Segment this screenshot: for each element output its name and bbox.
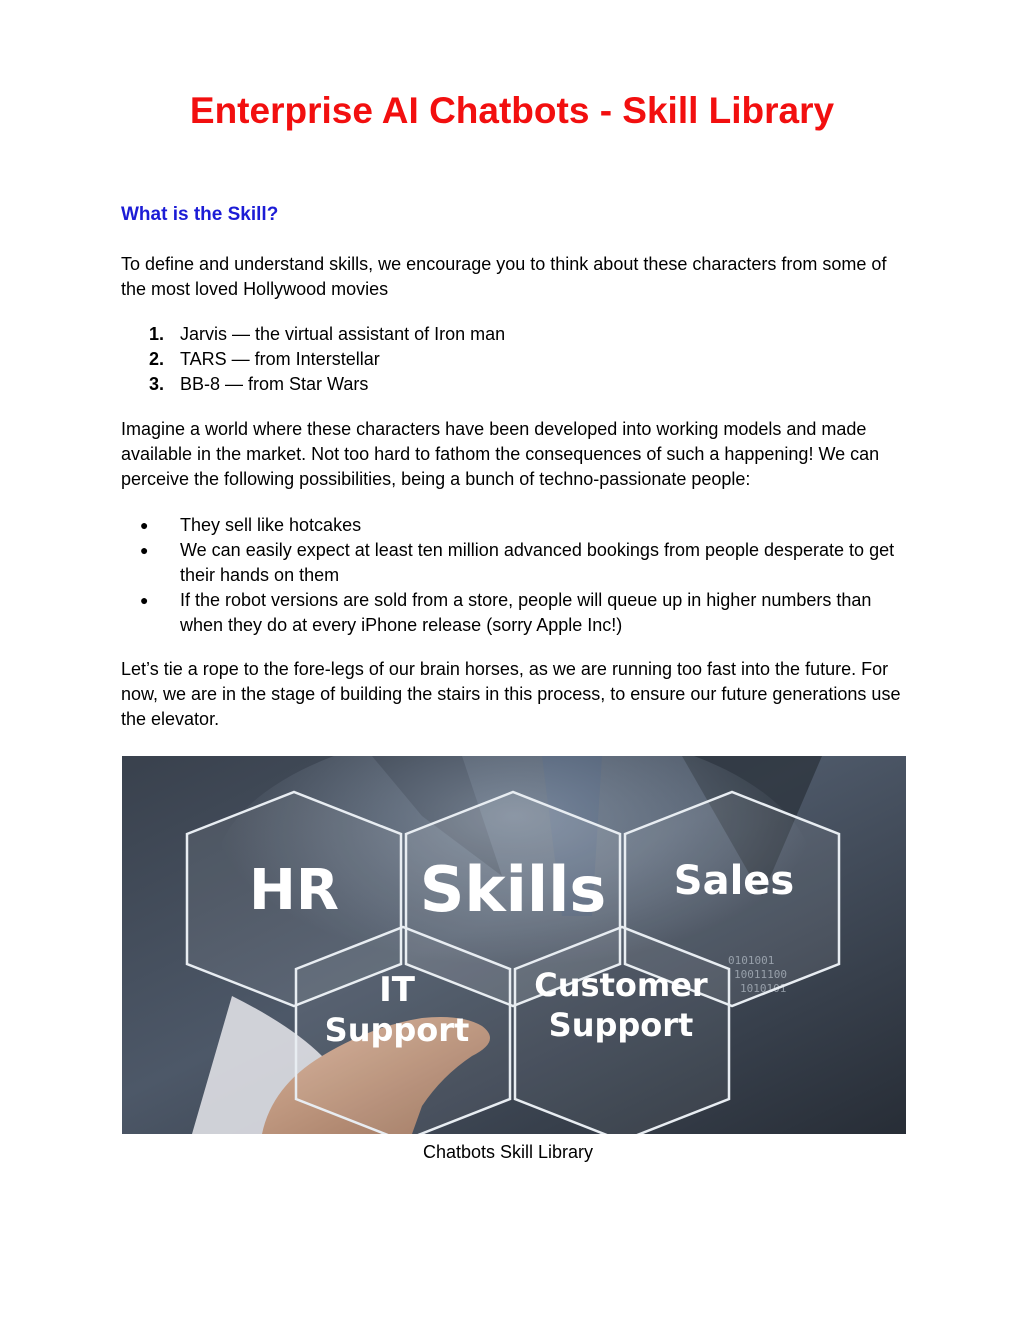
binary-text: 10011100 xyxy=(734,968,787,981)
it-label: IT xyxy=(379,970,415,1010)
customer-label: Customer xyxy=(534,966,708,1004)
list-item-text: TARS — from Interstellar xyxy=(180,349,380,369)
figure-caption: Chatbots Skill Library xyxy=(422,1142,594,1162)
list-item xyxy=(121,588,911,638)
intro-paragraph: To define and understand skills, we encourage you to think about these characters from some of the most loved Hollywood movies xyxy=(121,254,887,299)
sales-label: Sales xyxy=(673,858,795,904)
bullet-icon: ● xyxy=(140,542,149,558)
list-item xyxy=(121,322,911,347)
page-title: Enterprise AI Chatbots - Skill Library xyxy=(189,90,835,131)
list-number: 2. xyxy=(149,349,165,369)
list-item-text: We can easily expect at least ten million advanced bookings from people desperate to get their hands on them xyxy=(180,540,895,585)
numbered-list xyxy=(121,322,911,397)
it-support-label: Support xyxy=(324,1011,470,1049)
list-number: 1. xyxy=(149,324,165,344)
figure-illustration xyxy=(122,756,906,1134)
skill-library-figure xyxy=(122,756,906,1134)
section-heading: What is the Skill? xyxy=(121,204,279,225)
list-item-text: If the robot versions are sold from a store, people will queue up in higher numbers than when they do at every iPhone release (sorry Apple Inc!) xyxy=(180,590,872,635)
list-number: 3. xyxy=(149,374,165,394)
closing-paragraph: Let’s tie a rope to the fore-legs of our brain horses, as we are running too fast into the future. For now, we are in the stage of building the stairs in this process, to ensure our future generations use the elevator. xyxy=(121,659,901,729)
list-item xyxy=(121,347,911,372)
list-item-text: They sell like hotcakes xyxy=(180,515,362,535)
list-item xyxy=(121,538,911,588)
bullet-icon: ● xyxy=(140,592,149,608)
bullet-list xyxy=(121,513,911,638)
customer-support-label: Support xyxy=(548,1006,694,1044)
binary-text: 0101001 xyxy=(728,954,775,967)
list-item xyxy=(121,372,911,397)
list-item xyxy=(121,513,911,538)
binary-text: 1010101 xyxy=(740,982,787,995)
list-item-text: BB-8 — from Star Wars xyxy=(180,374,369,394)
list-item-text: Jarvis — the virtual assistant of Iron man xyxy=(180,324,506,344)
hr-label: HR xyxy=(249,858,339,923)
bullet-icon: ● xyxy=(140,517,149,533)
possibilities-paragraph: Imagine a world where these characters have been developed into working models and made available in the market. Not too hard to fathom the consequences of such a happening! We can perceive the following possibilities, being a bunch of techno-passionate people: xyxy=(121,419,880,489)
skills-label: Skills xyxy=(419,853,607,926)
